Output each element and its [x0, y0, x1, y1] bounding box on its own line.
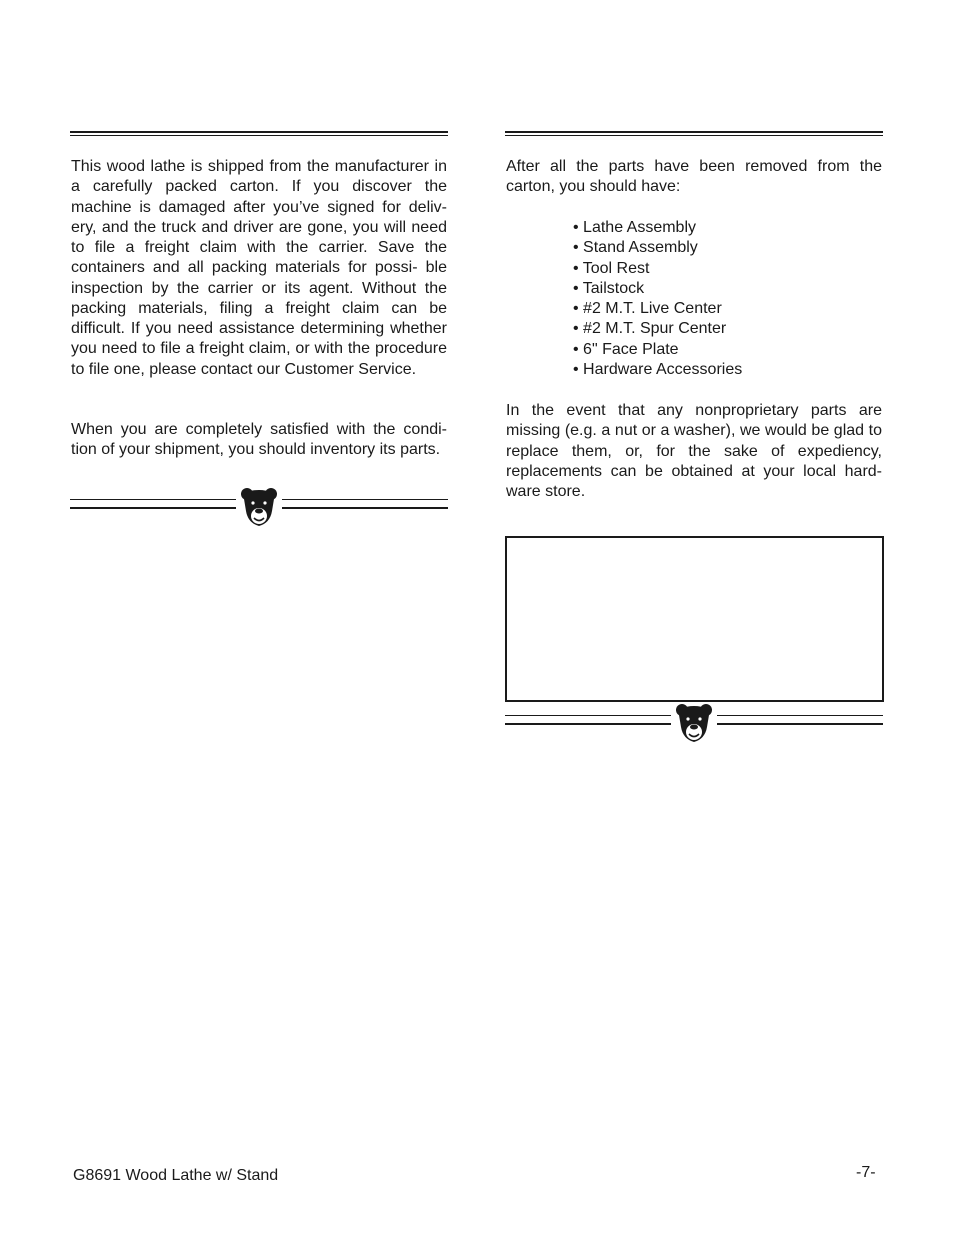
list-item: • Tailstock — [573, 279, 645, 297]
list-item: • #2 M.T. Spur Center — [573, 320, 727, 338]
list-item: • 6" Face Plate — [573, 340, 679, 358]
bear-head-icon — [675, 703, 713, 743]
list-item: • Hardware Accessories — [573, 360, 743, 378]
list-item: • Tool Rest — [573, 259, 650, 277]
note-box — [505, 536, 884, 702]
section-end-divider — [505, 703, 883, 743]
page-number: -7- — [856, 1164, 876, 1181]
divider-rule-right — [282, 499, 448, 509]
list-item: • Lathe Assembly — [573, 219, 696, 236]
missing-parts-paragraph: In the event that any nonproprietary parts are missing (e.g. a nut or a washer), we would be glad to replace them, or, for the sake of expediency, replacements can be obtained at your local hard- ware store. — [506, 402, 882, 500]
inventory-intro-paragraph: When you are completely satisfied with the condi- tion of your shipment, you should inventory its parts. — [71, 421, 447, 459]
list-item: • Stand Assembly — [573, 239, 698, 257]
divider-rule-right — [717, 715, 883, 725]
divider-rule-left — [505, 715, 671, 725]
parts-list — [573, 218, 742, 380]
footer-model-name: G8691 Wood Lathe w/ Stand — [73, 1167, 279, 1184]
bear-head-icon — [240, 487, 278, 527]
section-end-divider — [70, 487, 448, 527]
section-heading-rule — [70, 131, 448, 136]
list-item: • #2 M.T. Live Center — [573, 300, 722, 317]
section-heading-rule — [505, 131, 883, 136]
parts-intro-paragraph: After all the parts have been removed from the carton, you should have: — [506, 158, 882, 196]
shipment-damage-paragraph: This wood lathe is shipped from the manufacturer in a carefully packed carton. If you discover the machine is damaged after you’ve signed for deliv- ery, and the truck and driver are gone, you will need to file a freight claim with the carrier. Save the containers and all packing materials for possi- ble inspection by the carrier or its agent. Without the packing materials, filing a freight claim can be difficult. If you need assistance determining whether you need to file a freight claim, or with the procedure to file one, please contact our Customer Service. — [71, 158, 447, 378]
divider-rule-left — [70, 499, 236, 509]
